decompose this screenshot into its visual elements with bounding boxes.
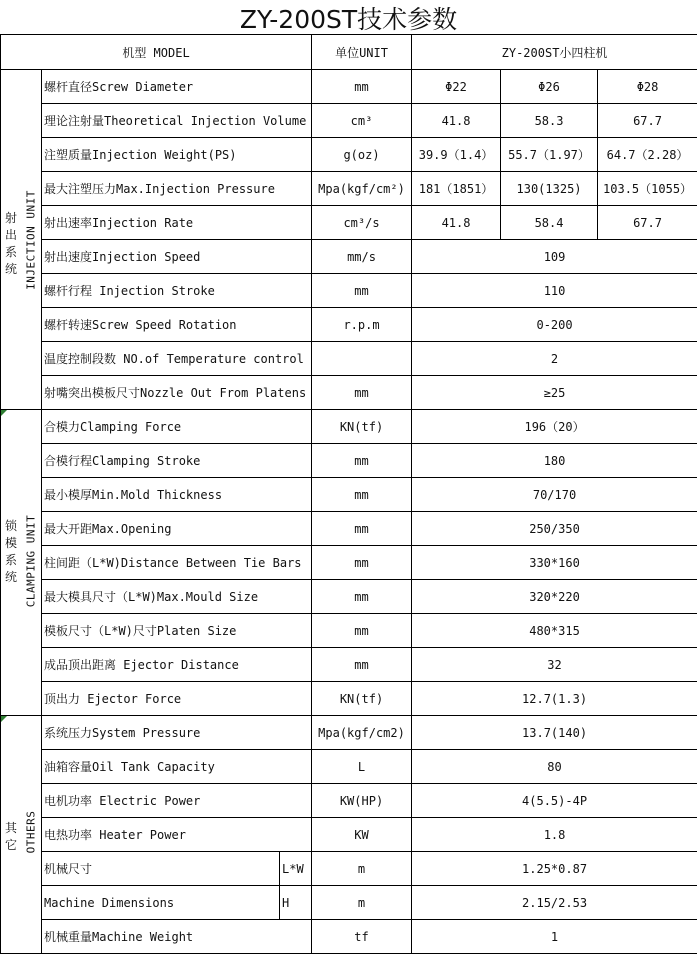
value-cell: 70/170 — [412, 478, 697, 512]
section-char: 其 — [4, 820, 18, 837]
section-char: 射 — [4, 210, 18, 227]
clamping-row — [1, 682, 697, 716]
param-name: 螺杆转速Screw Speed Rotation — [42, 308, 312, 342]
param-name: 系统压力System Pressure — [42, 716, 312, 750]
clamping-section-en: CLAMPING UNIT — [25, 515, 38, 608]
value-cell: 330*160 — [412, 546, 697, 580]
value-cell: 80 — [412, 750, 697, 784]
header-row — [1, 35, 697, 70]
clamping-row — [1, 478, 697, 512]
value-cell: 1.8 — [412, 818, 697, 852]
section-char: 模 — [4, 535, 18, 552]
unit-cell: r.p.m — [312, 308, 412, 342]
param-name: 温度控制段数 NO.of Temperature control — [42, 342, 312, 376]
unit-cell — [312, 342, 412, 376]
value-cell: 110 — [412, 274, 697, 308]
clamping-row — [1, 580, 697, 614]
value-cell: 480*315 — [412, 614, 697, 648]
injection-row — [1, 138, 697, 172]
others-row — [1, 886, 697, 920]
value-cell: 55.7（1.97） — [501, 138, 598, 172]
unit-cell: KW(HP) — [312, 784, 412, 818]
clamping-row — [1, 648, 697, 682]
value-cell: 41.8 — [412, 206, 501, 240]
unit-cell: KN(tf) — [312, 410, 412, 444]
section-char: 系 — [4, 552, 18, 569]
param-name: 柱间距（L*W)Distance Between Tie Bars — [42, 546, 312, 580]
param-name: 射出速率Injection Rate — [42, 206, 312, 240]
value-cell: 64.7（2.28） — [598, 138, 697, 172]
others-row — [1, 784, 697, 818]
injection-row — [1, 240, 697, 274]
clamping-row — [1, 546, 697, 580]
value-cell: 2 — [412, 342, 697, 376]
value-cell: 32 — [412, 648, 697, 682]
param-name: 螺杆直径Screw Diameter — [42, 70, 312, 104]
param-sub-label: L*W — [280, 852, 312, 886]
section-char: 统 — [4, 261, 18, 278]
value-cell: Φ22 — [412, 70, 501, 104]
param-name: 螺杆行程 Injection Stroke — [42, 274, 312, 308]
model-header: 机型 MODEL — [1, 35, 312, 70]
comment-marker-icon — [1, 716, 7, 722]
unit-cell: mm — [312, 70, 412, 104]
value-cell: 130(1325) — [501, 172, 598, 206]
value-cell: ≥25 — [412, 376, 697, 410]
unit-cell: tf — [312, 920, 412, 954]
clamping-section-zh — [4, 518, 18, 586]
param-name: 合模行程Clamping Stroke — [42, 444, 312, 478]
value-cell: 320*220 — [412, 580, 697, 614]
unit-cell: mm — [312, 546, 412, 580]
clamping-row — [1, 512, 697, 546]
unit-cell: m — [312, 886, 412, 920]
param-name: 最大注塑压力Max.Injection Pressure — [42, 172, 312, 206]
unit-cell: g(oz) — [312, 138, 412, 172]
param-name: 合模力Clamping Force — [42, 410, 312, 444]
others-row — [1, 750, 697, 784]
injection-row — [1, 308, 697, 342]
param-name: Machine Dimensions — [42, 886, 280, 920]
param-name: 注塑质量Injection Weight(PS) — [42, 138, 312, 172]
others-row — [1, 852, 697, 886]
others-section-zh — [4, 820, 18, 854]
section-char: 系 — [4, 244, 18, 261]
param-name: 成品顶出距离 Ejector Distance — [42, 648, 312, 682]
spec-table — [0, 34, 697, 954]
value-cell: 109 — [412, 240, 697, 274]
value-cell: 39.9（1.4） — [412, 138, 501, 172]
unit-cell: mm/s — [312, 240, 412, 274]
unit-cell: Mpa(kgf/cm2) — [312, 716, 412, 750]
param-name: 机械重量Machine Weight — [42, 920, 312, 954]
unit-cell: mm — [312, 478, 412, 512]
unit-cell: mm — [312, 614, 412, 648]
param-name: 油箱容量Oil Tank Capacity — [42, 750, 312, 784]
value-cell: Φ26 — [501, 70, 598, 104]
injection-section-en: INJECTION UNIT — [25, 190, 38, 290]
value-cell: 41.8 — [412, 104, 501, 138]
unit-cell: mm — [312, 512, 412, 546]
section-char: 它 — [4, 837, 18, 854]
injection-section-zh — [4, 210, 18, 278]
injection-section-label — [1, 70, 42, 410]
param-name: 电机功率 Electric Power — [42, 784, 312, 818]
param-name: 模板尺寸（L*W)尺寸Platen Size — [42, 614, 312, 648]
param-sub-label: H — [280, 886, 312, 920]
clamping-row — [1, 444, 697, 478]
injection-row — [1, 206, 697, 240]
unit-cell: L — [312, 750, 412, 784]
param-name: 理论注射量Theoretical Injection Volume — [42, 104, 312, 138]
value-cell: 250/350 — [412, 512, 697, 546]
others-row — [1, 716, 697, 750]
value-cell: 12.7(1.3) — [412, 682, 697, 716]
unit-cell: mm — [312, 580, 412, 614]
unit-header: 单位UNIT — [312, 35, 412, 70]
param-name: 最大开距Max.Opening — [42, 512, 312, 546]
value-cell: 13.7(140) — [412, 716, 697, 750]
injection-row — [1, 104, 697, 138]
section-char: 出 — [4, 227, 18, 244]
unit-cell: KW — [312, 818, 412, 852]
value-cell: 58.3 — [501, 104, 598, 138]
unit-cell: cm³ — [312, 104, 412, 138]
unit-cell: mm — [312, 444, 412, 478]
value-cell: 67.7 — [598, 104, 697, 138]
unit-cell: KN(tf) — [312, 682, 412, 716]
value-cell: 1 — [412, 920, 697, 954]
param-name: 电热功率 Heater Power — [42, 818, 312, 852]
injection-row — [1, 376, 697, 410]
value-cell: 1.25*0.87 — [412, 852, 697, 886]
value-cell: 196（20） — [412, 410, 697, 444]
clamping-row — [1, 410, 697, 444]
unit-cell: mm — [312, 274, 412, 308]
param-name: 机械尺寸 — [42, 852, 280, 886]
clamping-section-label — [1, 410, 42, 716]
unit-cell: mm — [312, 648, 412, 682]
others-section-en: OTHERS — [25, 811, 38, 854]
others-row — [1, 818, 697, 852]
value-cell: 181（1851） — [412, 172, 501, 206]
param-name: 射出速度Injection Speed — [42, 240, 312, 274]
param-name: 最小模厚Min.Mold Thickness — [42, 478, 312, 512]
others-row — [1, 920, 697, 954]
clamping-row — [1, 614, 697, 648]
value-cell: 2.15/2.53 — [412, 886, 697, 920]
value-cell: 0-200 — [412, 308, 697, 342]
value-cell: 67.7 — [598, 206, 697, 240]
value-cell: Φ28 — [598, 70, 697, 104]
unit-cell: mm — [312, 376, 412, 410]
unit-cell: Mpa(kgf/cm²) — [312, 172, 412, 206]
param-name: 射嘴突出模板尺寸Nozzle Out From Platens — [42, 376, 312, 410]
value-cell: 180 — [412, 444, 697, 478]
injection-row — [1, 342, 697, 376]
param-name: 顶出力 Ejector Force — [42, 682, 312, 716]
page-title: ZY-200ST技术参数 — [0, 0, 697, 34]
injection-row — [1, 274, 697, 308]
value-cell: 58.4 — [501, 206, 598, 240]
unit-cell: m — [312, 852, 412, 886]
others-section-label — [1, 716, 42, 954]
injection-row — [1, 172, 697, 206]
param-name: 最大模具尺寸（L*W)Max.Mould Size — [42, 580, 312, 614]
value-cell: 103.5（1055） — [598, 172, 697, 206]
machine-header: ZY-200ST小四柱机 — [412, 35, 697, 70]
unit-cell: cm³/s — [312, 206, 412, 240]
section-char: 锁 — [4, 518, 18, 535]
value-cell: 4(5.5)-4P — [412, 784, 697, 818]
comment-marker-icon — [1, 410, 7, 416]
injection-row — [1, 70, 697, 104]
section-char: 统 — [4, 569, 18, 586]
